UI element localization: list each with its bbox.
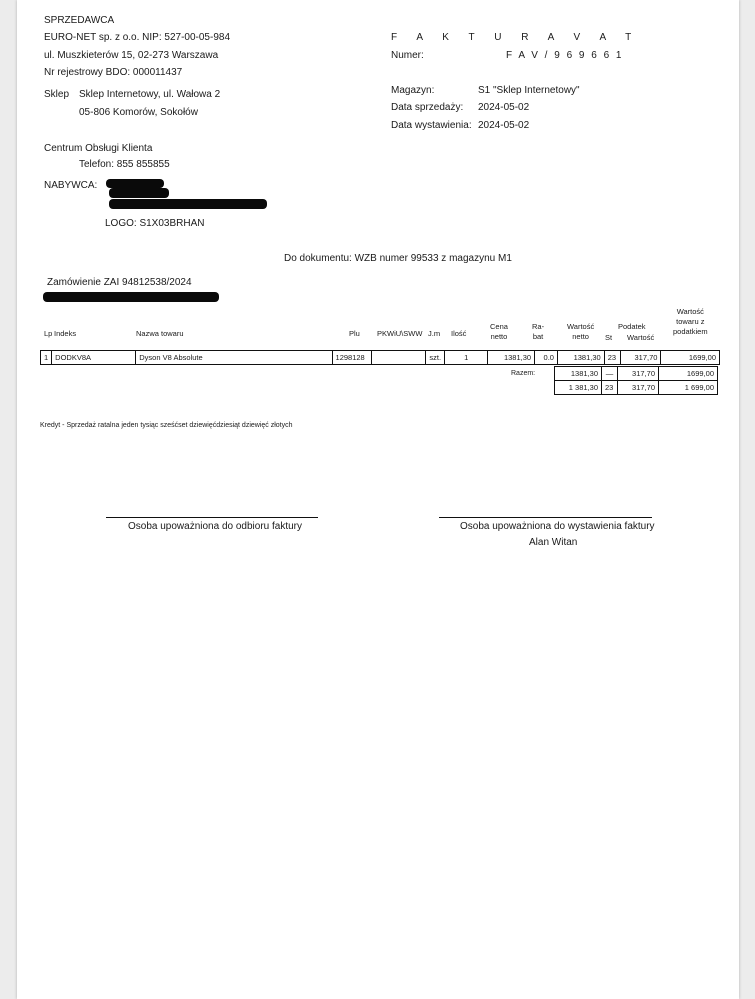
- row-plu: 1298128: [332, 351, 372, 365]
- redaction-mark: [109, 188, 169, 198]
- receiver-signature-line: [106, 517, 318, 518]
- receiver-signature-caption: Osoba upoważniona do odbioru faktury: [128, 521, 303, 532]
- col-gross-line3: podatkiem: [673, 327, 708, 336]
- row-gross: 1699,00: [661, 351, 720, 365]
- totals-row: [555, 367, 718, 381]
- invoice-title: F A K T U R A V A T: [391, 32, 640, 43]
- col-tax-value: Wartość: [627, 333, 655, 342]
- issuer-signature-caption: Osoba upoważniona do wystawienia faktury: [460, 521, 655, 532]
- row-discount: 0.0: [535, 351, 558, 365]
- totals-gross: 1699,00: [659, 367, 718, 381]
- issue-date-value: 2024-05-02: [478, 120, 530, 131]
- col-gross-line2: towaru z: [676, 317, 705, 326]
- buyer-label: NABYWCA:: [44, 180, 98, 191]
- seller-bdo: Nr rejestrowy BDO: 000011437: [44, 67, 183, 78]
- row-qty: 1: [445, 351, 488, 365]
- seller-name-nip: EURO-NET sp. z o.o. NIP: 527-00-05-984: [44, 32, 231, 43]
- row-index: DODKV8A: [52, 351, 136, 365]
- col-net-value: [567, 322, 594, 342]
- col-qty: Ilość: [451, 329, 467, 338]
- issuer-signature-line: [439, 517, 652, 518]
- col-discount-line1: Ra-: [532, 322, 545, 331]
- redaction-mark: [43, 292, 219, 302]
- redaction-mark: [106, 179, 164, 188]
- col-net-price: [490, 322, 508, 342]
- order-number: Zamówienie ZAI 94812538/2024: [47, 277, 192, 288]
- items-table: [40, 350, 720, 365]
- col-discount: [532, 322, 544, 342]
- service-center: Centrum Obsługi Klienta: [44, 143, 153, 154]
- payment-note: Kredyt - Sprzedaż ratalna jeden tysiąc sześćset dziewięćdziesiąt dziewięć złotych: [40, 422, 293, 429]
- invoice-number-value: F A V / 9 6 9 6 6 1: [506, 50, 624, 61]
- row-net-value: 1381,30: [557, 351, 604, 365]
- seller-address: ul. Muszkieterów 15, 02-273 Warszawa: [44, 50, 219, 61]
- totals-label: Razem:: [511, 370, 536, 377]
- totals-net-value: 1381,30: [555, 367, 602, 381]
- col-plu: Plu: [349, 329, 360, 338]
- issue-date-label: Data wystawienia:: [391, 120, 472, 131]
- sale-date-value: 2024-05-02: [478, 102, 530, 113]
- totals-tax-value: 317,70: [618, 367, 659, 381]
- row-unit: szt.: [426, 351, 445, 365]
- totals-gross: 1 699,00: [659, 381, 718, 395]
- col-net-price-line2: netto: [490, 332, 508, 341]
- invoice-page: [17, 0, 739, 999]
- col-net-value-line2: netto: [572, 332, 589, 341]
- col-lp: Lp: [44, 329, 53, 338]
- col-gross: [673, 307, 708, 337]
- col-name: Nazwa towaru: [136, 329, 184, 338]
- seller-heading: SPRZEDAWCA: [44, 15, 115, 26]
- col-pkwiu: PKWiU\SWW: [377, 329, 423, 338]
- shop-label: Sklep: [44, 89, 70, 100]
- col-discount-line2: bat: [532, 332, 544, 341]
- shop-line-1: Sklep Internetowy, ul. Wałowa 2: [79, 89, 221, 100]
- row-pkwiu: [372, 351, 426, 365]
- col-rate: St: [605, 333, 613, 342]
- col-tax: Podatek: [618, 322, 646, 331]
- col-gross-line1: Wartość: [676, 307, 704, 316]
- service-phone: Telefon: 855 855855: [79, 159, 170, 170]
- row-rate: 23: [604, 351, 620, 365]
- row-name: Dyson V8 Absolute: [136, 351, 332, 365]
- row-tax-value: 317,70: [620, 351, 661, 365]
- warehouse-label: Magazyn:: [391, 85, 435, 96]
- issuer-name: Alan Witan: [529, 537, 578, 548]
- buyer-logo: LOGO: S1X03BRHAN: [105, 218, 205, 229]
- col-unit: J.m: [428, 329, 441, 338]
- invoice-number-label: Numer:: [391, 50, 424, 61]
- sale-date-label: Data sprzedaży:: [391, 102, 464, 113]
- document-reference: Do dokumentu: WZB numer 99533 z magazynu M1: [284, 253, 512, 264]
- totals-rate: —: [602, 367, 618, 381]
- shop-line-2: 05-806 Komorów, Sokołów: [79, 107, 198, 118]
- redaction-mark: [109, 199, 267, 209]
- table-row: [41, 351, 720, 365]
- totals-table: [554, 366, 718, 395]
- col-net-price-line1: Cena: [490, 322, 508, 331]
- totals-tax-value: 317,70: [618, 381, 659, 395]
- totals-net-value: 1 381,30: [555, 381, 602, 395]
- totals-row: [555, 381, 718, 395]
- col-index: Indeks: [54, 329, 77, 338]
- totals-rate: 23: [602, 381, 618, 395]
- warehouse-value: S1 "Sklep Internetowy": [478, 85, 580, 96]
- col-net-value-line1: Wartość: [567, 322, 595, 331]
- row-net-price: 1381,30: [488, 351, 535, 365]
- row-lp: 1: [41, 351, 52, 365]
